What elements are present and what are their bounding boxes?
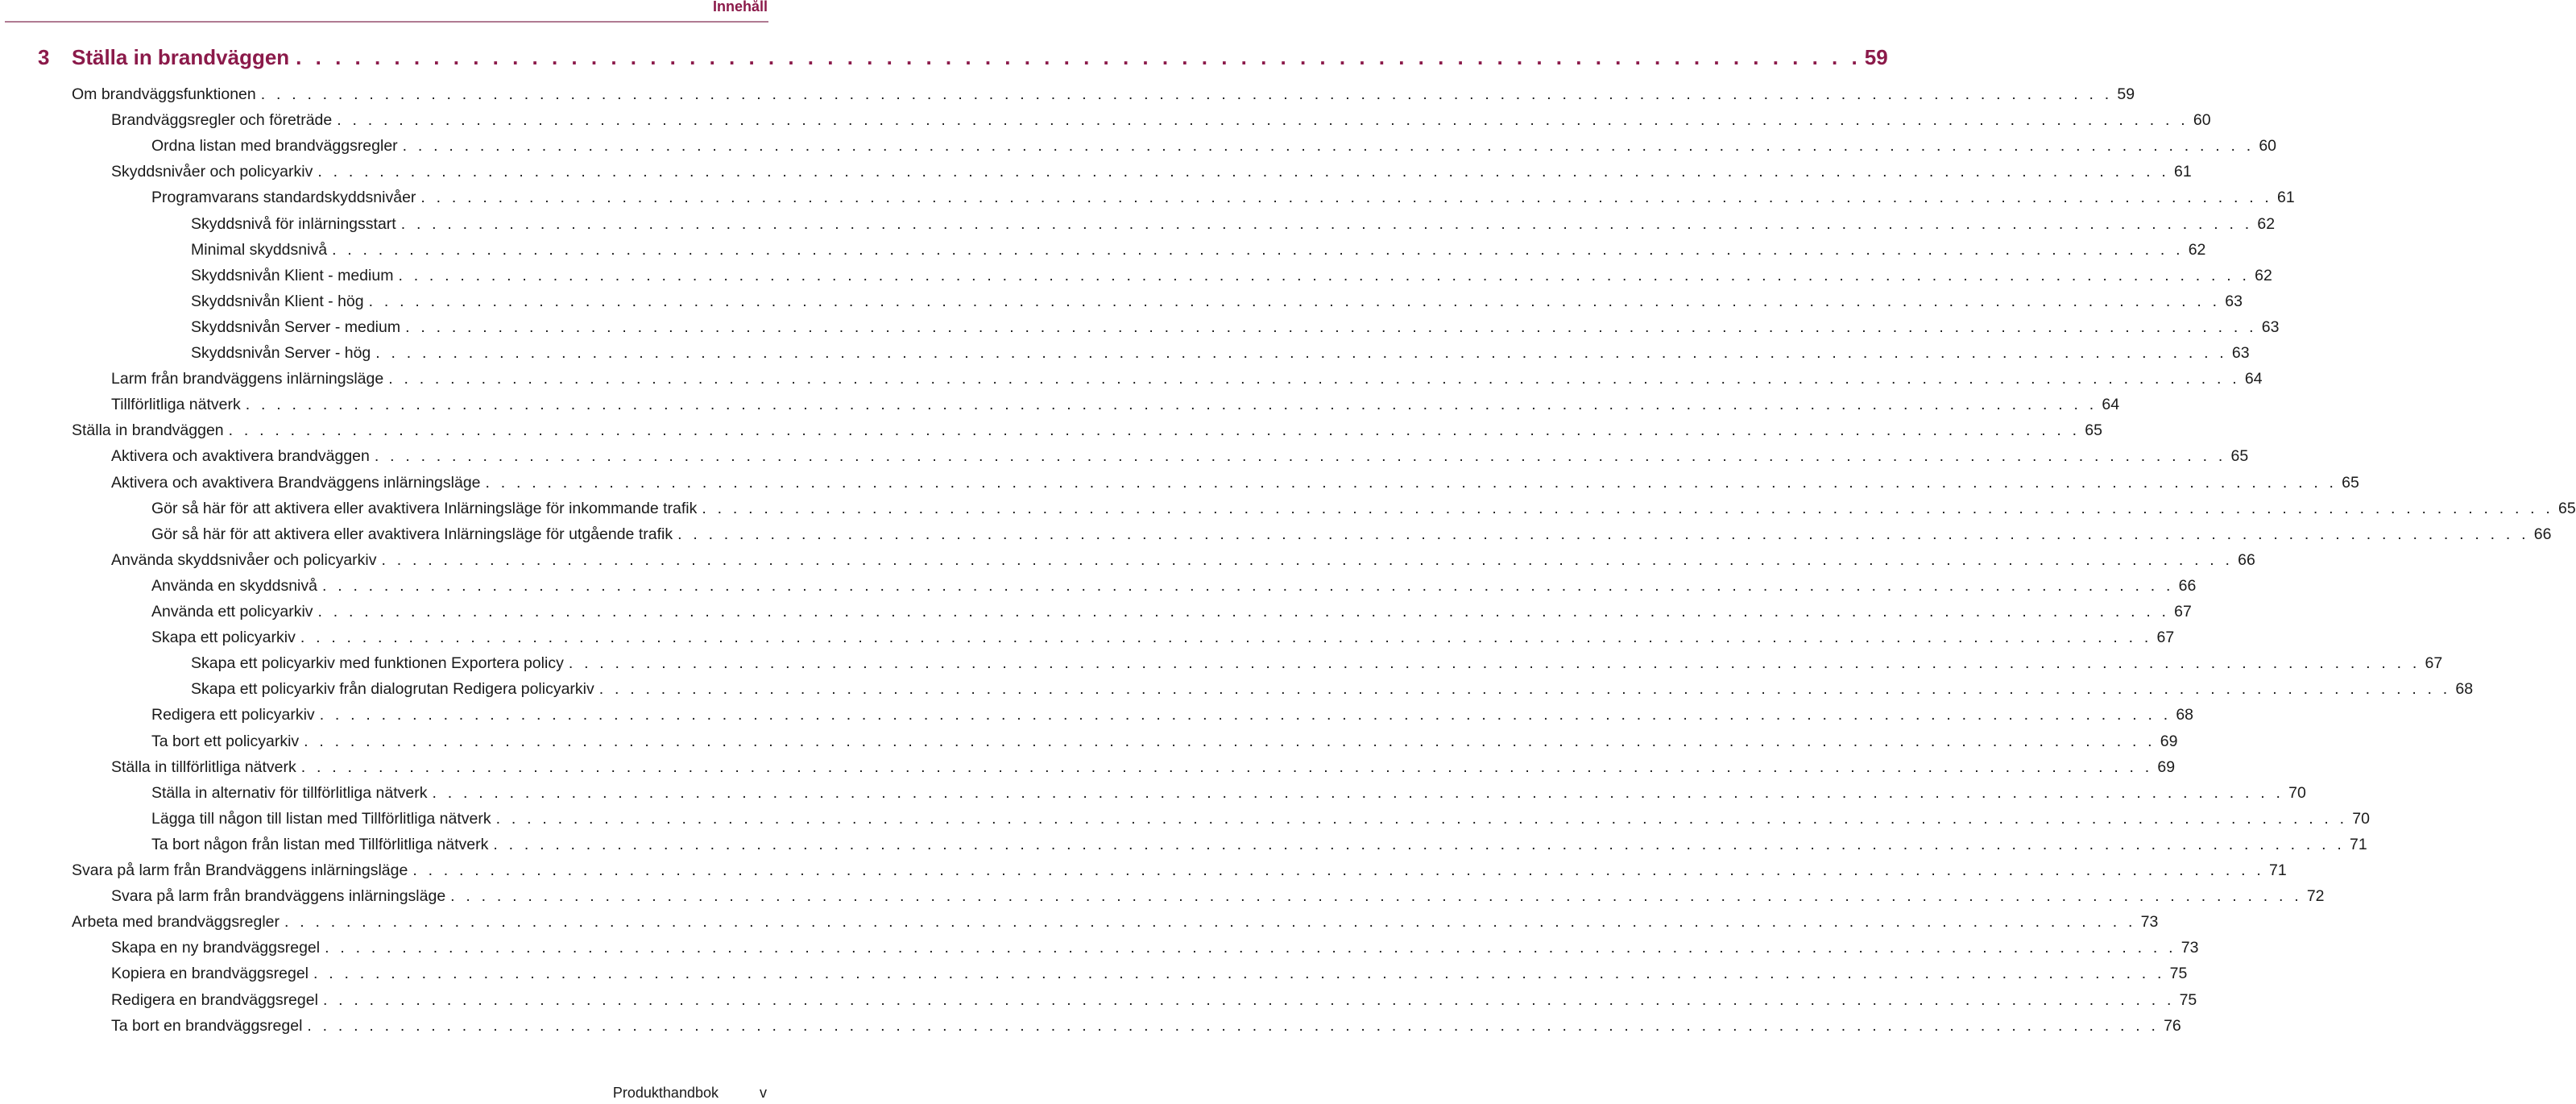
toc-entry[interactable] bbox=[151, 603, 2192, 629]
toc-leader-dots: . . . . . . . . . . . . . . . . . . . . . . . . . . . . . . . . . . . . . . . . . . . . . . . . . . . . . . . . . . . . . . . . . . . . . . . . . . . . . . . . . . . . . . . . . . . . . . . . . . . . . . . . . . . . . . . . . . . . . . . . bbox=[568, 654, 2421, 673]
toc-entry-title: Tillförlitliga nätverk bbox=[111, 396, 241, 414]
toc-entry[interactable] bbox=[151, 809, 2370, 836]
toc-entry[interactable] bbox=[111, 965, 2188, 990]
toc-leader-dots: . . . . . . . . . . . . . . . . . . . . . . . . . . . . . . . . . . . . . . . . . . . . . . . . . . . . . . . . . . . . . . . . . . . . . . . . . . . . . . . . . . . . . . . . . . . . . . . . . . . . . . . . . . . . . . . . . . . . . . . . bbox=[495, 809, 2348, 828]
toc-entry-page-number: 70 bbox=[2352, 809, 2370, 828]
toc-leader-dots: . . . . . . . . . . . . . . . . . . . . . . . . . . . . . . . . . . . . . . . . . . . . . . . . . . . . . . . . . . . . . . . . . . . . . . . . . . . . . . . . . . . . . . . . . . . . . . . . . . . . . . . . . . . . . . . . . . . . . . . . bbox=[284, 913, 2136, 932]
toc-leader-dots: . . . . . . . . . . . . . . . . . . . . . . . . . . . . . . . . . . . . . . . . . . . . . . . . . . . . . . . . . . . . . . . . . . . . . . . . . . . . . . . . . . . . . . . . . . . . . . . . . . . . . . . . . . . . . . . . . . . . . . . . bbox=[332, 240, 2184, 259]
toc-entry-page-number: 60 bbox=[2259, 137, 2277, 156]
toc-entry-page-number: 64 bbox=[2244, 370, 2263, 388]
footer-page-number: v bbox=[760, 1085, 767, 1101]
toc-leader-dots: . . . . . . . . . . . . . . . . . . . . . . . . . . . . . . . . . . . . . . . . . . . . . . . . . . . . . . . . . . . . . . . . . . . . . . . . . . . . . . . . . . . . . . . . . . . . . . . . . . . . . . . . . . . . . . . . . . . . . . . . bbox=[485, 473, 2338, 492]
toc-leader-dots: . . . . . . . . . . . . . . . . . . . . . . . . . . . . . . . . . . . . . . . . . . . . . . . . . . . . . . . . . . . . . . . . . . . . . . . . . . . . . . . . . . . . . . . . . . . . . . . . . . . . . . . . . . . . . . . . . . . . . . . . bbox=[300, 757, 2153, 776]
toc-entry-title: Skapa ett policyarkiv med funktionen Exportera policy bbox=[191, 654, 564, 673]
toc-entry-title: Programvarans standardskyddsnivåer bbox=[151, 189, 416, 207]
toc-entry[interactable] bbox=[72, 861, 2287, 887]
toc-entry[interactable] bbox=[151, 835, 2367, 861]
toc-entry-page-number: 61 bbox=[2277, 189, 2295, 207]
toc-entry-page-number: 61 bbox=[2174, 163, 2192, 181]
toc-leader-dots: . . . . . . . . . . . . . . . . . . . . . . . . . . . . . . . . . . . . . . . . . . . . . . . . . . . . . . . . . . . . . . . . . . . . . . . . . . . . . . . . . . . . . . . . . . . . . . . . . . . . . . . . . . . . . . . . . . . . . . . . bbox=[450, 887, 2302, 906]
toc-entry[interactable] bbox=[151, 732, 2178, 758]
toc-entry-page-number: 67 bbox=[2156, 629, 2175, 647]
toc-entry-page-number: 63 bbox=[2261, 318, 2280, 336]
toc-entry-page-number: 62 bbox=[2257, 214, 2276, 233]
toc-entry[interactable] bbox=[72, 85, 2135, 111]
toc-leader-dots: . . . . . . . . . . . . . . . . . . . . . . . . . . . . . . . . . . . . . . . . . . . . . . . . . . . . . . . . . . . . . . . . . . . . . . . . . . . . . . . . . . . . . . . . . . . . . . . . . . . . . . . . . . . . . . . . . . . . . . . . bbox=[307, 1016, 2160, 1035]
toc-entry[interactable] bbox=[151, 706, 2194, 732]
toc-entry-page-number: 64 bbox=[2102, 396, 2120, 414]
toc-entry-title: Redigera en brandväggsregel bbox=[111, 990, 318, 1009]
toc-entry-title: Använda ett policyarkiv bbox=[151, 603, 313, 620]
toc-leader-dots: . . . . . . . . . . . . . . . . . . . . . . . . . . . . . . . . . . . . . . . . . . . . . . . . . . . . . . . . . . . . . . . . . . . . . . . . . . . . . . . . . . . . . . . . . . . . . . . . . . . . . . . . . . . . . . . . . . . . . . . . bbox=[398, 266, 2251, 284]
toc-leader-dots: . . . . . . . . . . . . . . . . . . . . . . . . . . . . . . . . . . . . . . . . . . . . . . . . . . . . . . . . . . . . . . . . . . . . . . . . . . . . . . . . . . . . . . . . . . . . . . . . . . . . . . . . . . . . . . . . . . . . . . . . bbox=[420, 189, 2273, 207]
toc-entry[interactable] bbox=[191, 344, 2250, 370]
toc-entry-page-number: 70 bbox=[2288, 783, 2306, 802]
toc-entry-title: Använda skyddsnivåer och policyarkiv bbox=[111, 550, 377, 569]
toc-leader-dots: . . . . . . . . . . . . . . . . . . . . . . . . . . . . . . . . . . . . . . . . . . . . . . . . . . . . . . . . . . . . . . . . . . . . . . . . . . . . . . . . . . . . . . . . . . . . . . . . . . . . . . . . . . . . . . . . . . . . . . . . bbox=[325, 939, 2176, 957]
toc-entry-page-number: 63 bbox=[2225, 292, 2243, 310]
toc-entry[interactable] bbox=[72, 421, 2102, 447]
toc-leader-dots: . . . . . . . . . . . . . . . . . . . . . . . . . . . . . . . . . . . . . . . . . . . . . . . . . . . . . . . . . . . . . . . . . . . . . . . . . . . . . . . . . . . . . . . . . . . . . . . . . . . . . . . . . . . . . . . . . . . . . . . . bbox=[322, 990, 2175, 1009]
toc-entry[interactable] bbox=[151, 499, 2576, 525]
toc-leader-dots: . . . . . . . . . . . . . . . . . . . . . . . . . . . . . . . . . . . . . . . . . . . . . . . . . . . . . . . . . . . . . . . . . . . . . . . . . . . . . . . . . . . . . . . . . . . . . . . . . . . . . . . . . . . . . . . . . . . . . . . . bbox=[337, 111, 2189, 130]
toc-entry-page-number: 65 bbox=[2342, 473, 2359, 492]
header-section-label: Innehåll bbox=[712, 0, 768, 15]
toc-entry-title: Skyddsnivån Klient - hög bbox=[191, 292, 364, 310]
toc-entry[interactable] bbox=[111, 396, 2120, 421]
toc-leader-dots: . . . . . . . . . . . . . . . . . . . . . . . . . . . . . . . . . . . . . . . . . . . . . . . . . . . . . . . . . . . . . . . . . . . . . . . . . . . . . . . . . . . . . . . . . . . . . . . . . . . . . . . . . . . . . . . . . . . . . . . . bbox=[493, 835, 2346, 853]
toc-leader-dots: . . . . . . . . . . . . . . . . . . . . . . . . . . . . . . . . . . . . . . . . . . . . . . . . . . . . . . . . . . . . . . . . . . . . . . . . . . . . . . . . . . . . . . . . . . . . . . . . . . . . . . . . . . . . . . . . . . . . . . . . bbox=[402, 137, 2255, 156]
toc-entry-title: Skyddsnivå för inlärningsstart bbox=[191, 214, 396, 233]
toc-entry-page-number: 72 bbox=[2306, 887, 2325, 906]
toc-leader-dots: . . . . . . . . . . . . . . . . . . . . . . . . . . . . . . . . . . . . . . . . . . . . . . . . . . . . . . . . . . . . . . . . . . . . . . . . . . . . . . . . . . . . . . . . . . . . . . . . . . . . . . . . . . . . . . . . . . . . . . . . bbox=[245, 396, 2098, 414]
toc-entry-title: Minimal skyddsnivå bbox=[191, 240, 328, 259]
toc-entry[interactable] bbox=[111, 473, 2359, 500]
toc-entry-title: Skyddsnivån Server - hög bbox=[191, 344, 371, 362]
toc-leader-dots: . . . . . . . . . . . . . . . . . . . . . . . . . . . . . . . . . . . . . . . . . . . . . . . . . . . . . . . . . . . . . . . . . . . . . . . . . . . . . . . . . . . . . . . . . . . . . . . . . . . . . . . . . . . . . . . . . . . . . . . . bbox=[374, 447, 2226, 466]
toc-entry[interactable] bbox=[111, 447, 2249, 473]
toc-leader-dots: . . . . . . . . . . . . . . . . . . . . . . . . . . . . . . . . . . . . . . . . . . . . . . . . . . . . . . . . . . . . . . . . . . . . . . . . . . . . . . . . . . . . . . . . . . . . . . . . . . . . . . . . . . . . . . . . . . . . . . . . bbox=[260, 85, 2113, 103]
toc-entry[interactable] bbox=[151, 783, 2306, 810]
toc-entry-title: Larm från brandväggens inlärningsläge bbox=[111, 370, 384, 388]
chapter-leader-dots: . . . . . . . . . . . . . . . . . . . . . . . . . . . . . . . . . . . . . . . . . . . . . . . . . . . . . . . . . . . . . . . . . . . . . . . . . . . . . . . . bbox=[296, 45, 1862, 69]
toc-entry-title: Om brandväggsfunktionen bbox=[72, 85, 256, 103]
toc-entry-page-number: 68 bbox=[2455, 680, 2474, 699]
toc-entry[interactable] bbox=[111, 550, 2255, 577]
toc-entry[interactable] bbox=[151, 576, 2197, 603]
chapter-number: 3 bbox=[38, 45, 50, 69]
toc-entry-page-number: 67 bbox=[2174, 603, 2192, 620]
toc-entry-page-number: 60 bbox=[2193, 111, 2211, 130]
toc-entry-title: Använda en skyddsnivå bbox=[151, 576, 317, 595]
toc-entry-title: Kopiera en brandväggsregel bbox=[111, 965, 309, 983]
toc-leader-dots: . . . . . . . . . . . . . . . . . . . . . . . . . . . . . . . . . . . . . . . . . . . . . . . . . . . . . . . . . . . . . . . . . . . . . . . . . . . . . . . . . . . . . . . . . . . . . . . . . . . . . . . . . . . . . . . . . . . . . . . . bbox=[304, 732, 2156, 750]
toc-entry[interactable] bbox=[151, 189, 2295, 214]
toc-leader-dots: . . . . . . . . . . . . . . . . . . . . . . . . . . . . . . . . . . . . . . . . . . . . . . . . . . . . . . . . . . . . . . . . . . . . . . . . . . . . . . . . . . . . . . . . . . . . . . . . . . . . . . . . . . . . . . . . . . . . . . . . bbox=[598, 680, 2451, 699]
toc-entry[interactable] bbox=[191, 318, 2280, 344]
toc-entry-title: Ställa in alternativ för tillförlitliga nätverk bbox=[151, 783, 428, 802]
toc-leader-dots: . . . . . . . . . . . . . . . . . . . . . . . . . . . . . . . . . . . . . . . . . . . . . . . . . . . . . . . . . . . . . . . . . . . . . . . . . . . . . . . . . . . . . . . . . . . . . . . . . . . . . . . . . . . . . . . . . . . . . . . . bbox=[405, 318, 2257, 336]
toc-entry[interactable] bbox=[111, 990, 2197, 1017]
chapter-heading[interactable] bbox=[38, 45, 1888, 74]
toc-entry-title: Ta bort någon från listan med Tillförlitliga nätverk bbox=[151, 835, 489, 853]
toc-entry-page-number: 65 bbox=[2230, 447, 2249, 466]
toc-entry[interactable] bbox=[151, 525, 2552, 551]
toc-entry[interactable] bbox=[111, 370, 2263, 396]
toc-leader-dots: . . . . . . . . . . . . . . . . . . . . . . . . . . . . . . . . . . . . . . . . . . . . . . . . . . . . . . . . . . . . . . . . . . . . . . . . . . . . . . . . . . . . . . . . . . . . . . . . . . . . . . . . . . . . . . . . . . . . . . . . bbox=[313, 965, 2165, 983]
toc-entry[interactable] bbox=[111, 887, 2325, 913]
toc-entry-page-number: 69 bbox=[2157, 757, 2176, 776]
toc-leader-dots: . . . . . . . . . . . . . . . . . . . . . . . . . . . . . . . . . . . . . . . . . . . . . . . . . . . . . . . . . . . . . . . . . . . . . . . . . . . . . . . . . . . . . . . . . . . . . . . . . . . . . . . . . . . . . . . . . . . . . . . . bbox=[317, 163, 2169, 181]
toc-leader-dots: . . . . . . . . . . . . . . . . . . . . . . . . . . . . . . . . . . . . . . . . . . . . . . . . . . . . . . . . . . . . . . . . . . . . . . . . . . . . . . . . . . . . . . . . . . . . . . . . . . . . . . . . . . . . . . . . . . . . . . . . bbox=[321, 576, 2174, 595]
toc-entry-page-number: 75 bbox=[2179, 990, 2197, 1009]
toc-entry[interactable] bbox=[151, 629, 2175, 654]
toc-entry[interactable] bbox=[191, 680, 2474, 706]
toc-leader-dots: . . . . . . . . . . . . . . . . . . . . . . . . . . . . . . . . . . . . . . . . . . . . . . . . . . . . . . . . . . . . . . . . . . . . . . . . . . . . . . . . . . . . . . . . . . . . . . . . . . . . . . . . . . . . . . . . . . . . . . . . bbox=[317, 603, 2170, 620]
chapter-title: Ställa in brandväggen bbox=[72, 45, 290, 69]
toc-entry-page-number: 73 bbox=[2180, 939, 2199, 957]
toc-entry[interactable] bbox=[72, 913, 2159, 939]
toc-leader-dots: . . . . . . . . . . . . . . . . . . . . . . . . . . . . . . . . . . . . . . . . . . . . . . . . . . . . . . . . . . . . . . . . . . . . . . . . . . . . . . . . . . . . . . . . . . . . . . . . . . . . . . . . . . . . . . . . . . . . . . . . bbox=[228, 421, 2081, 440]
toc-entry-title: Ställa in brandväggen bbox=[72, 421, 224, 440]
toc-leader-dots: . . . . . . . . . . . . . . . . . . . . . . . . . . . . . . . . . . . . . . . . . . . . . . . . . . . . . . . . . . . . . . . . . . . . . . . . . . . . . . . . . . . . . . . . . . . . . . . . . . . . . . . . . . . . . . . . . . . . . . . . bbox=[677, 525, 2529, 543]
toc-entry-title: Aktivera och avaktivera brandväggen bbox=[111, 447, 370, 466]
toc-entry[interactable] bbox=[151, 137, 2277, 163]
toc-leader-dots: . . . . . . . . . . . . . . . . . . . . . . . . . . . . . . . . . . . . . . . . . . . . . . . . . . . . . . . . . . . . . . . . . . . . . . . . . . . . . . . . . . . . . . . . . . . . . . . . . . . . . . . . . . . . . . . . . . . . . . . . bbox=[412, 861, 2264, 879]
toc-leader-dots: . . . . . . . . . . . . . . . . . . . . . . . . . . . . . . . . . . . . . . . . . . . . . . . . . . . . . . . . . . . . . . . . . . . . . . . . . . . . . . . . . . . . . . . . . . . . . . . . . . . . . . . . . . . . . . . . . . . . . . . . bbox=[300, 629, 2152, 647]
toc-entry-title: Aktivera och avaktivera Brandväggens inlärningsläge bbox=[111, 473, 481, 492]
toc-entry[interactable] bbox=[111, 939, 2199, 965]
page-footer bbox=[0, 1085, 773, 1104]
toc-leader-dots: . . . . . . . . . . . . . . . . . . . . . . . . . . . . . . . . . . . . . . . . . . . . . . . . . . . . . . . . . . . . . . . . . . . . . . . . . . . . . . . . . . . . . . . . . . . . . . . . . . . . . . . . . . . . . . . . . . . . . . . . bbox=[400, 214, 2253, 233]
toc-leader-dots: . . . . . . . . . . . . . . . . . . . . . . . . . . . . . . . . . . . . . . . . . . . . . . . . . . . . . . . . . . . . . . . . . . . . . . . . . . . . . . . . . . . . . . . . . . . . . . . . . . . . . . . . . . . . . . . . . . . . . . . . bbox=[381, 550, 2234, 569]
toc-entry-page-number: 65 bbox=[2085, 421, 2102, 440]
toc-leader-dots: . . . . . . . . . . . . . . . . . . . . . . . . . . . . . . . . . . . . . . . . . . . . . . . . . . . . . . . . . . . . . . . . . . . . . . . . . . . . . . . . . . . . . . . . . . . . . . . . . . . . . . . . . . . . . . . . . . . . . . . . bbox=[388, 370, 2240, 388]
toc-entry[interactable] bbox=[111, 163, 2192, 189]
toc-entry[interactable] bbox=[191, 240, 2206, 267]
toc-entry-title: Gör så här för att aktivera eller avaktivera Inlärningsläge för utgående trafik bbox=[151, 525, 673, 543]
toc-leader-dots: . . . . . . . . . . . . . . . . . . . . . . . . . . . . . . . . . . . . . . . . . . . . . . . . . . . . . . . . . . . . . . . . . . . . . . . . . . . . . . . . . . . . . . . . . . . . . . . . . . . . . . . . . . . . . . . . . . . . . . . . bbox=[702, 499, 2554, 517]
toc-entry[interactable] bbox=[191, 654, 2443, 680]
toc-entry-title: Skyddsnivåer och policyarkiv bbox=[111, 163, 313, 181]
toc-entry-page-number: 65 bbox=[2558, 499, 2576, 517]
chapter-page-number: 59 bbox=[1864, 45, 1888, 69]
toc-entry[interactable] bbox=[111, 757, 2176, 784]
toc-entry-page-number: 71 bbox=[2268, 861, 2287, 879]
toc-entry-page-number: 66 bbox=[2238, 550, 2255, 569]
toc-entry-title: Brandväggsregler och företräde bbox=[111, 111, 333, 130]
toc-entry-title: Svara på larm från brandväggens inlärningsläge bbox=[111, 887, 446, 906]
header-divider bbox=[5, 21, 768, 23]
toc-entry-page-number: 66 bbox=[2533, 525, 2552, 543]
toc-entry-page-number: 67 bbox=[2425, 654, 2443, 673]
toc-entry-page-number: 73 bbox=[2140, 913, 2159, 932]
toc-entry-page-number: 71 bbox=[2350, 835, 2367, 853]
toc-leader-dots: . . . . . . . . . . . . . . . . . . . . . . . . . . . . . . . . . . . . . . . . . . . . . . . . . . . . . . . . . . . . . . . . . . . . . . . . . . . . . . . . . . . . . . . . . . . . . . . . . . . . . . . . . . . . . . . . . . . . . . . . bbox=[319, 706, 2172, 724]
toc-leader-dots: . . . . . . . . . . . . . . . . . . . . . . . . . . . . . . . . . . . . . . . . . . . . . . . . . . . . . . . . . . . . . . . . . . . . . . . . . . . . . . . . . . . . . . . . . . . . . . . . . . . . . . . . . . . . . . . . . . . . . . . . bbox=[368, 292, 2221, 310]
footer-document-title: Produkthandbok bbox=[612, 1085, 719, 1101]
toc-entry-title: Skapa ett policyarkiv från dialogrutan Redigera policyarkiv bbox=[191, 680, 594, 699]
toc-entry-page-number: 62 bbox=[2188, 240, 2206, 259]
toc-entry-title: Ordna listan med brandväggsregler bbox=[151, 137, 398, 156]
toc-leader-dots: . . . . . . . . . . . . . . . . . . . . . . . . . . . . . . . . . . . . . . . . . . . . . . . . . . . . . . . . . . . . . . . . . . . . . . . . . . . . . . . . . . . . . . . . . . . . . . . . . . . . . . . . . . . . . . . . . . . . . . . . bbox=[375, 344, 2227, 362]
toc-entry-title: Skyddsnivån Server - medium bbox=[191, 318, 401, 336]
toc-entry-title: Skyddsnivån Klient - medium bbox=[191, 266, 394, 284]
toc-entry-page-number: 63 bbox=[2231, 344, 2250, 362]
toc-entry-page-number: 66 bbox=[2178, 576, 2197, 595]
toc-entry-title: Arbeta med brandväggsregler bbox=[72, 913, 280, 932]
toc-entry-page-number: 59 bbox=[2117, 85, 2135, 103]
toc-entry-page-number: 62 bbox=[2255, 266, 2272, 284]
toc-entry-title: Ta bort ett policyarkiv bbox=[151, 732, 300, 750]
toc-entry-title: Skapa ett policyarkiv bbox=[151, 629, 296, 647]
toc-entry[interactable] bbox=[191, 292, 2243, 318]
toc-entry[interactable] bbox=[191, 266, 2272, 293]
toc-entry[interactable] bbox=[191, 214, 2276, 241]
toc-entry-title: Gör så här för att aktivera eller avaktivera Inlärningsläge för inkommande trafik bbox=[151, 499, 698, 517]
toc-entry-page-number: 76 bbox=[2164, 1016, 2181, 1035]
toc-entry-page-number: 68 bbox=[2176, 706, 2194, 724]
toc-entry-page-number: 75 bbox=[2169, 965, 2188, 983]
toc-entry[interactable] bbox=[111, 111, 2211, 137]
toc-entry-title: Skapa en ny brandväggsregel bbox=[111, 939, 321, 957]
toc-entry-title: Ställa in tillförlitliga nätverk bbox=[111, 757, 296, 776]
toc-entry-title: Lägga till någon till listan med Tillförlitliga nätverk bbox=[151, 809, 491, 828]
toc-entry-title: Ta bort en brandväggsregel bbox=[111, 1016, 303, 1035]
toc-entry-page-number: 69 bbox=[2160, 732, 2178, 750]
toc-entry-title: Svara på larm från Brandväggens inlärningsläge bbox=[72, 861, 408, 879]
toc-entry-title: Redigera ett policyarkiv bbox=[151, 706, 315, 724]
toc-entry[interactable] bbox=[111, 1016, 2181, 1043]
toc-leader-dots: . . . . . . . . . . . . . . . . . . . . . . . . . . . . . . . . . . . . . . . . . . . . . . . . . . . . . . . . . . . . . . . . . . . . . . . . . . . . . . . . . . . . . . . . . . . . . . . . . . . . . . . . . . . . . . . . . . . . . . . . bbox=[432, 783, 2284, 802]
